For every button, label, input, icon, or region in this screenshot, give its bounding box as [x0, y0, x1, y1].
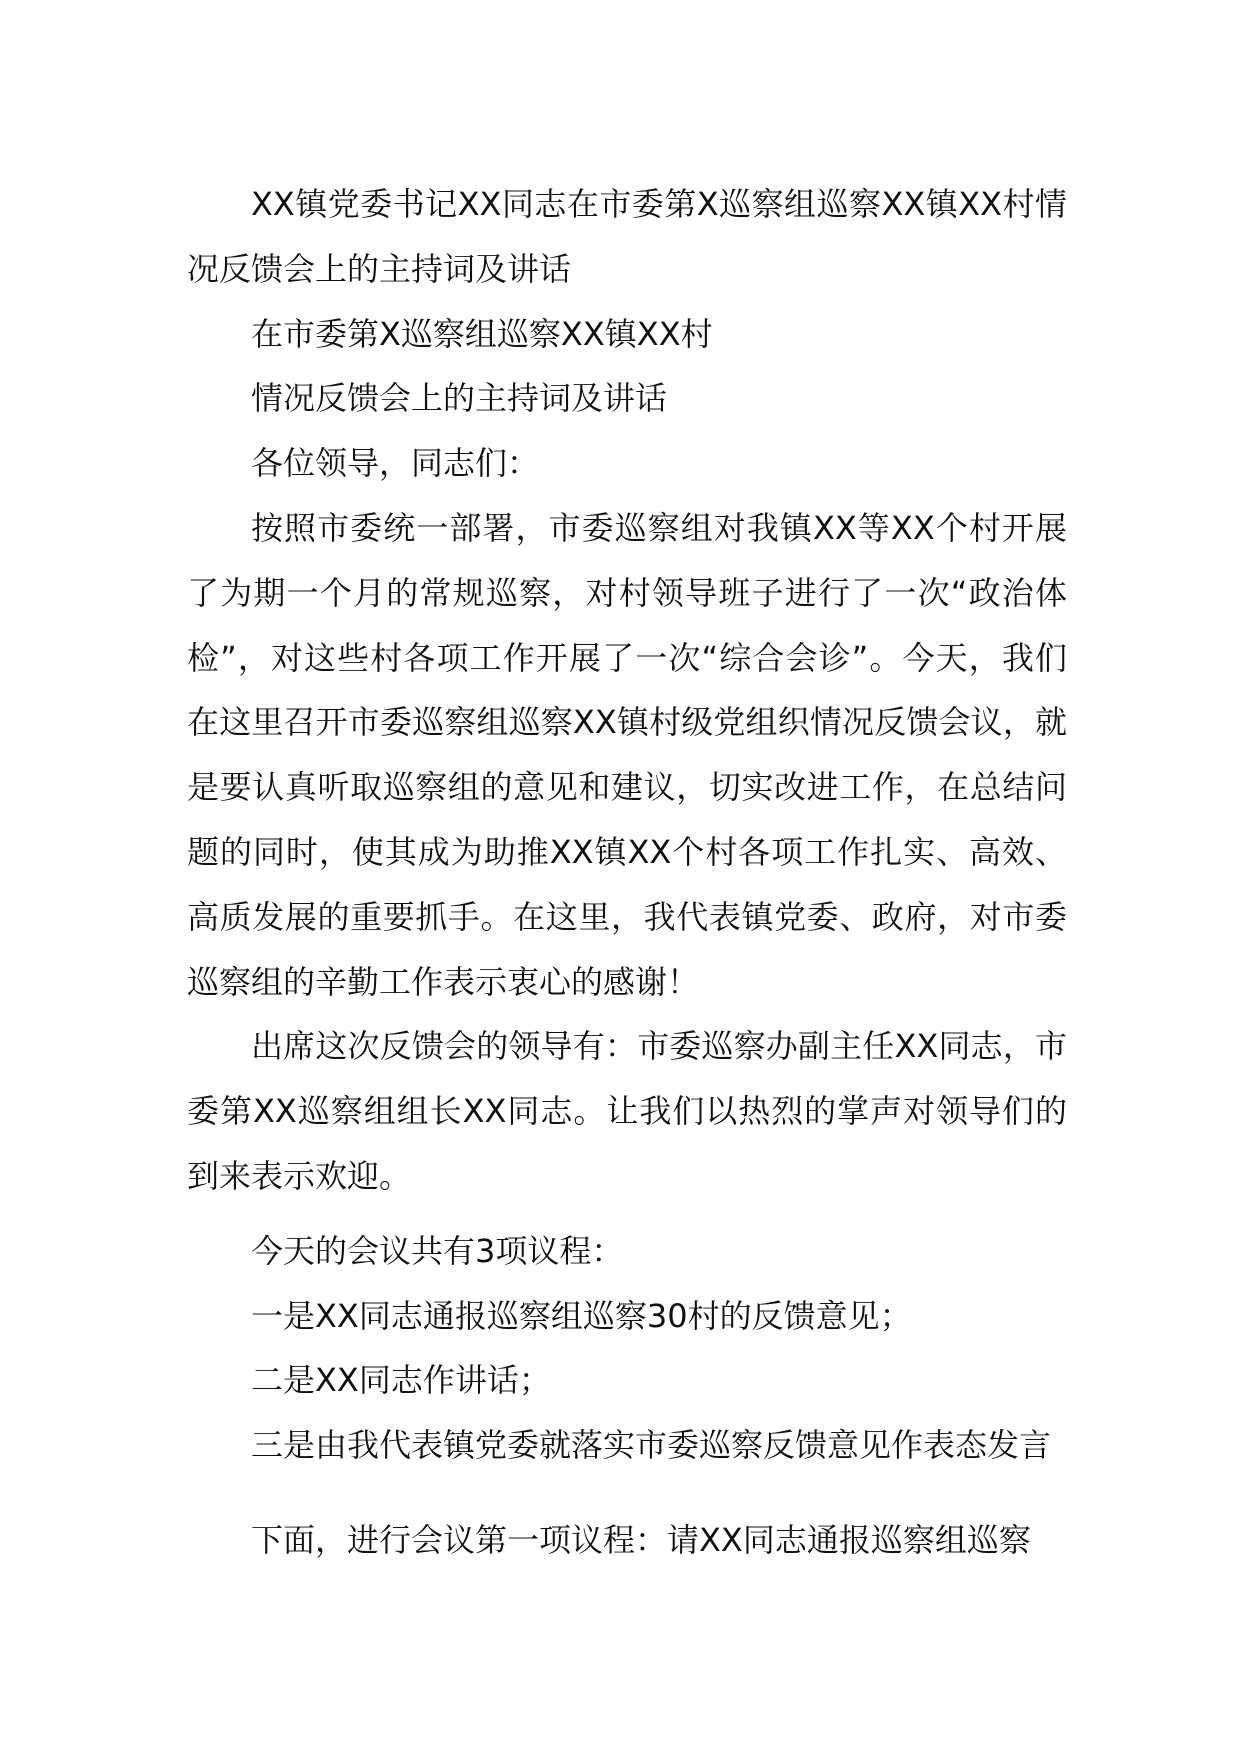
agenda-item-3: 三是由我代表镇党委就落实市委巡察反馈意见作表态发言 — [251, 1426, 1052, 1465]
agenda-item-2: 二是XX同志作讲话； — [251, 1361, 551, 1400]
attendees-paragraph: 出席这次反馈会的领导有：市委巡察办副主任XX同志，市委第XX巡察组组长XX同志。让我们以热烈的掌声对领导们的到来表示欢迎。 — [187, 1027, 1067, 1195]
agenda-item-1: 一是XX同志通报巡察组巡察30村的反馈意见； — [251, 1296, 912, 1335]
document-body — [187, 172, 1067, 1573]
agenda-intro: 今天的会议共有3项议程： — [251, 1231, 624, 1270]
subtitle-line-2: 情况反馈会上的主持词及讲话 — [251, 379, 668, 418]
document-title: XX镇党委书记XX同志在市委第X巡察组巡察XX镇XX村情况反馈会上的主持词及讲话 — [187, 185, 1067, 288]
salutation: 各位领导，同志们： — [251, 444, 540, 483]
next-agenda-paragraph: 下面，进行会议第一项议程：请XX同志通报巡察组巡察 — [251, 1520, 1031, 1559]
subtitle-line-1: 在市委第X巡察组巡察XX镇XX村 — [251, 314, 713, 353]
opening-paragraph: 按照市委统一部署，市委巡察组对我镇XX等XX个村开展了为期一个月的常规巡察，对村领导班子进行了一次“政治体检”，对这些村各项工作开展了一次“综合会诊”。今天，我们在这里召开市委巡察组巡察XX镇村级党组织情况反馈会议，就是要认真听取巡察组的意见和建议，切实改进工作，在总结问题的同时，使其成为助推XX镇XX个村各项工作扎实、高效、高质发展的重要抓手。在这里，我代表镇党委、政府，对市委巡察组的辛勤工作表示衷心的感谢！ — [187, 508, 1067, 1001]
